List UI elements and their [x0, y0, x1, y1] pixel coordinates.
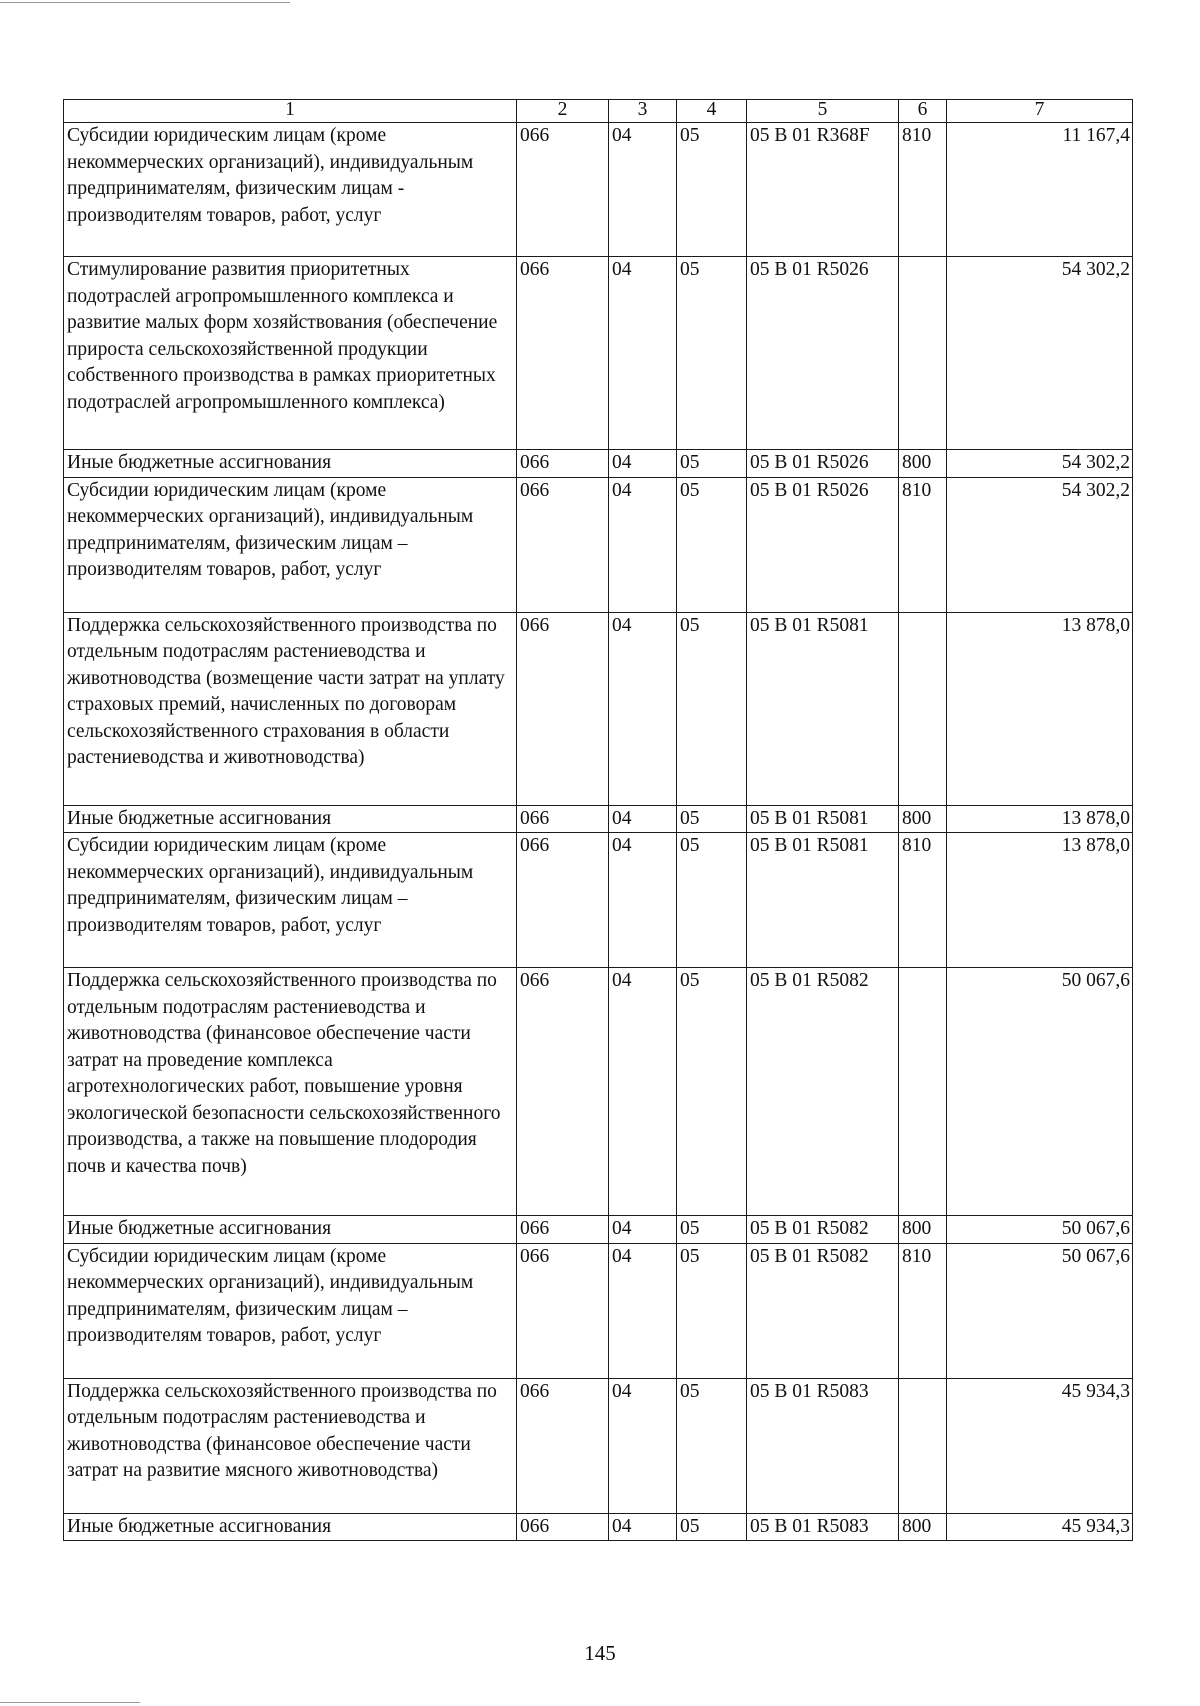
row-target-code: 05 В 01 R5083: [747, 1378, 899, 1513]
row-expense-type: 810: [899, 833, 947, 968]
table-row: [64, 805, 1133, 833]
row-section: 04: [609, 123, 677, 257]
row-amount: 50 067,6: [947, 1216, 1133, 1244]
row-expense-type: [899, 257, 947, 450]
row-expense-type: [899, 968, 947, 1216]
row-name: Иные бюджетные ассигнования: [64, 1513, 517, 1541]
row-target-code: 05 В 01 R5082: [747, 968, 899, 1216]
row-target-code: 05 В 01 R5026: [747, 257, 899, 450]
row-grbs: 066: [517, 257, 609, 450]
row-name: Поддержка сельскохозяйственного производства по отдельным подотраслям растениеводства и животноводства (финансовое обеспечение части затрат на проведение комплекса агротехнологических работ, повышение уровня экологической безопасности сельскохозяйственного производства, а также на повышение плодородия почв и качества почв): [64, 968, 517, 1216]
row-amount: 45 934,3: [947, 1378, 1133, 1513]
row-amount: 13 878,0: [947, 612, 1133, 805]
row-section: 04: [609, 805, 677, 833]
row-amount: 13 878,0: [947, 805, 1133, 833]
row-expense-type: 800: [899, 805, 947, 833]
row-amount: 50 067,6: [947, 1243, 1133, 1378]
table-row: [64, 1216, 1133, 1244]
row-section: 04: [609, 450, 677, 478]
header-col-2: 2: [517, 100, 609, 123]
table-row: [64, 450, 1133, 478]
header-col-4: 4: [677, 100, 747, 123]
row-amount: 45 934,3: [947, 1513, 1133, 1541]
row-expense-type: 810: [899, 477, 947, 612]
table-row: [64, 1243, 1133, 1378]
row-target-code: 05 В 01 R5082: [747, 1216, 899, 1244]
row-expense-type: 800: [899, 1513, 947, 1541]
table-row: [64, 123, 1133, 257]
row-expense-type: 800: [899, 450, 947, 478]
row-target-code: 05 В 01 R5081: [747, 612, 899, 805]
table-row: [64, 968, 1133, 1216]
row-amount: 11 167,4: [947, 123, 1133, 257]
row-name: Иные бюджетные ассигнования: [64, 805, 517, 833]
row-subsection: 05: [677, 1378, 747, 1513]
row-section: 04: [609, 1513, 677, 1541]
row-target-code: 05 В 01 R368F: [747, 123, 899, 257]
row-grbs: 066: [517, 833, 609, 968]
row-target-code: 05 В 01 R5026: [747, 450, 899, 478]
row-name: Субсидии юридическим лицам (кроме некоммерческих организаций), индивидуальным предпринимателям, физическим лицам – производителям товаров, работ, услуг: [64, 477, 517, 612]
row-section: 04: [609, 1378, 677, 1513]
row-subsection: 05: [677, 257, 747, 450]
header-col-7: 7: [947, 100, 1133, 123]
row-target-code: 05 В 01 R5026: [747, 477, 899, 612]
row-subsection: 05: [677, 612, 747, 805]
header-col-1: 1: [64, 100, 517, 123]
row-section: 04: [609, 612, 677, 805]
row-name: Субсидии юридическим лицам (кроме некоммерческих организаций), индивидуальным предпринимателям, физическим лицам – производителям товаров, работ, услуг: [64, 1243, 517, 1378]
table-row: [64, 257, 1133, 450]
row-name: Стимулирование развития приоритетных подотраслей агропромышленного комплекса и развитие малых форм хозяйствования (обеспечение прироста сельскохозяйственной продукции собственного производства в рамках приоритетных подотраслей агропромышленного комплекса): [64, 257, 517, 450]
scan-artifact-top: [0, 2, 290, 3]
scan-artifact-bottom: [0, 1702, 140, 1703]
row-subsection: 05: [677, 1513, 747, 1541]
page-number: 145: [584, 1641, 616, 1665]
table-row: [64, 1378, 1133, 1513]
row-subsection: 05: [677, 833, 747, 968]
row-grbs: 066: [517, 1243, 609, 1378]
row-amount: 50 067,6: [947, 968, 1133, 1216]
row-grbs: 066: [517, 450, 609, 478]
table-row: [64, 833, 1133, 968]
row-section: 04: [609, 257, 677, 450]
row-target-code: 05 В 01 R5081: [747, 805, 899, 833]
row-name: Иные бюджетные ассигнования: [64, 450, 517, 478]
table-header-row: [64, 100, 1133, 123]
table-row: [64, 612, 1133, 805]
row-subsection: 05: [677, 805, 747, 833]
header-col-6: 6: [899, 100, 947, 123]
table-row: [64, 477, 1133, 612]
row-section: 04: [609, 833, 677, 968]
row-grbs: 066: [517, 1216, 609, 1244]
row-section: 04: [609, 1216, 677, 1244]
row-grbs: 066: [517, 123, 609, 257]
row-expense-type: 800: [899, 1216, 947, 1244]
row-name: Субсидии юридическим лицам (кроме некоммерческих организаций), индивидуальным предпринимателям, физическим лицам - производителям товаров, работ, услуг: [64, 123, 517, 257]
budget-allocation-table: [63, 99, 1133, 1541]
row-amount: 54 302,2: [947, 257, 1133, 450]
header-col-5: 5: [747, 100, 899, 123]
row-section: 04: [609, 477, 677, 612]
row-grbs: 066: [517, 612, 609, 805]
row-grbs: 066: [517, 477, 609, 612]
row-section: 04: [609, 968, 677, 1216]
row-expense-type: [899, 1378, 947, 1513]
row-amount: 13 878,0: [947, 833, 1133, 968]
row-target-code: 05 В 01 R5083: [747, 1513, 899, 1541]
row-grbs: 066: [517, 1378, 609, 1513]
row-subsection: 05: [677, 1243, 747, 1378]
header-col-3: 3: [609, 100, 677, 123]
row-subsection: 05: [677, 123, 747, 257]
row-name: Поддержка сельскохозяйственного производства по отдельным подотраслям растениеводства и животноводства (возмещение части затрат на уплату страховых премий, начисленных по договорам сельскохозяйственного страхования в области растениеводства и животноводства): [64, 612, 517, 805]
row-target-code: 05 В 01 R5081: [747, 833, 899, 968]
table-row: [64, 1513, 1133, 1541]
row-name: Субсидии юридическим лицам (кроме некоммерческих организаций), индивидуальным предпринимателям, физическим лицам – производителям товаров, работ, услуг: [64, 833, 517, 968]
row-grbs: 066: [517, 805, 609, 833]
row-grbs: 066: [517, 968, 609, 1216]
row-subsection: 05: [677, 968, 747, 1216]
row-expense-type: [899, 612, 947, 805]
row-subsection: 05: [677, 450, 747, 478]
row-subsection: 05: [677, 1216, 747, 1244]
row-section: 04: [609, 1243, 677, 1378]
row-name: Иные бюджетные ассигнования: [64, 1216, 517, 1244]
row-grbs: 066: [517, 1513, 609, 1541]
row-subsection: 05: [677, 477, 747, 612]
row-expense-type: 810: [899, 123, 947, 257]
row-amount: 54 302,2: [947, 450, 1133, 478]
row-target-code: 05 В 01 R5082: [747, 1243, 899, 1378]
row-amount: 54 302,2: [947, 477, 1133, 612]
row-name: Поддержка сельскохозяйственного производства по отдельным подотраслям растениеводства и животноводства (финансовое обеспечение части затрат на развитие мясного животноводства): [64, 1378, 517, 1513]
row-expense-type: 810: [899, 1243, 947, 1378]
